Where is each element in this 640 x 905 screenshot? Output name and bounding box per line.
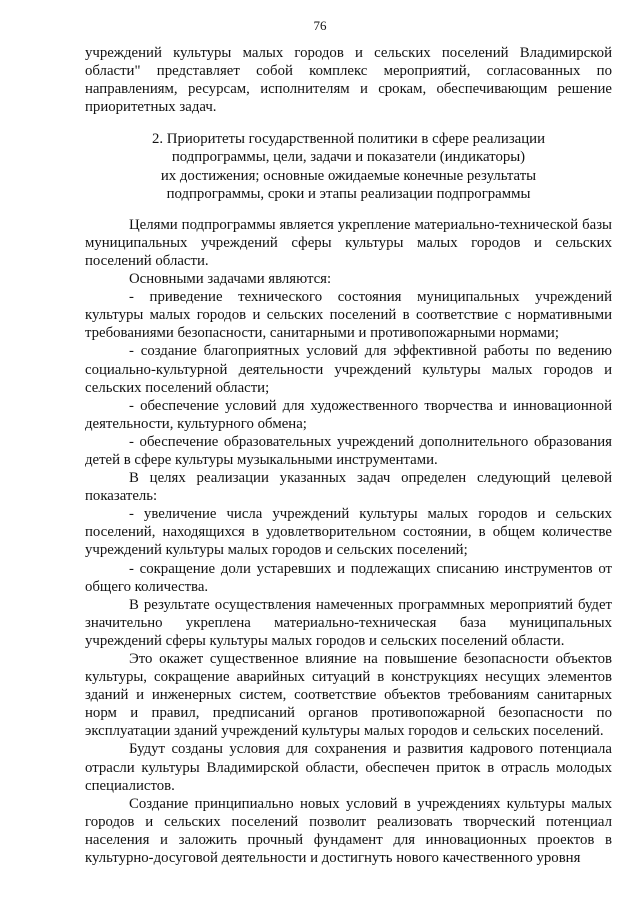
list-item-indicator: - увеличение числа учреждений культуры малых городов и сельских поселений, находящихся в удовлетворительном состоянии, в общем количестве учреждений культуры малых городов и сельских поселений; — [85, 506, 612, 559]
section-heading — [85, 130, 612, 202]
heading-line: подпрограммы, сроки и этапы реализации подпрограммы — [166, 185, 531, 202]
paragraph-goals: Целями подпрограммы является укрепление материально-технической базы муниципальных учреждений сферы культуры малых городов и сельских поселений области. — [85, 216, 612, 269]
heading-line: их достижения; основные ожидаемые конечные результаты — [160, 167, 537, 184]
paragraph-results: В результате осуществления намеченных программных мероприятий будет значительно укреплена материально-техническая база муниципальных учреждений сферы культуры малых городов и сельских поселений области. — [85, 596, 612, 649]
paragraph-tasks-intro: Основными задачами являются: — [129, 271, 332, 288]
list-item-indicator: - сокращение доли устаревших и подлежащих списанию инструментов от общего количества. — [85, 560, 612, 595]
list-item-task: - создание благоприятных условий для эффективной работы по ведению социально-культурной деятельности учреждений культуры малых городов и сельских поселений области; — [85, 343, 612, 396]
list-item-task: - обеспечение образовательных учреждений дополнительного образования детей в сфере культуры музыкальными инструментами. — [85, 433, 612, 468]
paragraph-personnel: Будут созданы условия для сохранения и развития кадрового потенциала отрасли культуры Владимирской области, обеспечен приток в отрасль молодых специалистов. — [85, 741, 612, 794]
paragraph-impact: Это окажет существенное влияние на повышение безопасности объектов культуры, сокращение аварийных ситуаций в конструкциях несущих элементов зданий и инженерных систем, соответствие объектов требованиям санитарных норм и правил, предписаний органов противопожарной безопасности по эксплуатации зданий учреждений культуры малых городов и сельских поселений. — [85, 651, 612, 740]
list-item-task: - обеспечение условий для художественного творчества и инновационной деятельности, культурного обмена; — [85, 397, 612, 432]
paragraph-continuation: учреждений культуры малых городов и сельских поселений Владимирской области" представляет собой комплекс мероприятий, согласованных по направлениям, ресурсам, исполнителям и срокам, обеспечивающим решение приоритетных задач. — [85, 45, 612, 116]
list-item-task: - приведение технического состояния муниципальных учреждений культуры малых городов и сельских поселений в соответствие с нормативными требованиями безопасности, санитарными и противопожарными нормами; — [85, 289, 612, 342]
paragraph-indicator-intro: В целях реализации указанных задач определен следующий целевой показатель: — [85, 470, 612, 505]
paragraph-innovation: Создание принципиально новых условий в учреждениях культуры малых городов и сельских поселений позволит реализовать творческий потенциал населения и заложить прочный фундамент для инновационных проектов в культурно-досуговой деятельности и достигнуть нового качественного уровня — [85, 795, 612, 867]
heading-line: подпрограммы, цели, задачи и показатели (индикаторы) — [171, 149, 526, 166]
page-number: 76 — [313, 18, 327, 33]
heading-line: 2. Приоритеты государственной политики в сфере реализации — [152, 131, 545, 148]
page-content — [85, 44, 612, 867]
